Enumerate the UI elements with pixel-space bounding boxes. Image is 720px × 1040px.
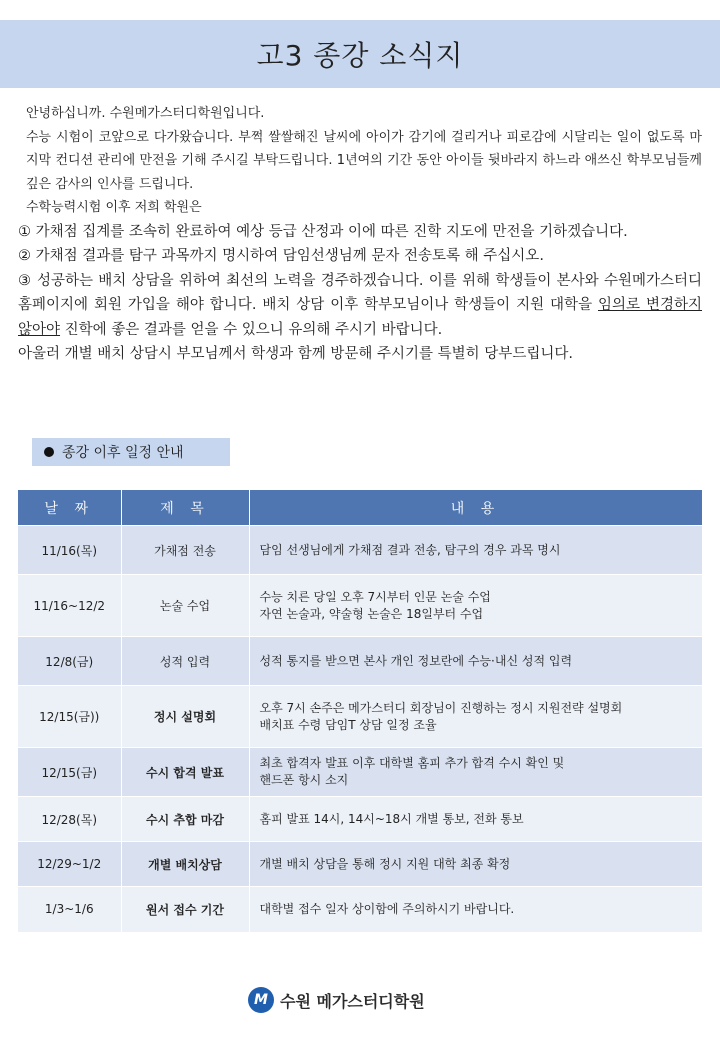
schedule-table (18, 490, 703, 932)
table-row (18, 575, 702, 637)
bullet-icon (44, 447, 54, 457)
table-row (18, 526, 702, 575)
row-content (249, 797, 702, 842)
table-row (18, 797, 702, 842)
table-header-row (18, 490, 702, 526)
title-banner (0, 20, 720, 88)
row-content (249, 686, 702, 748)
row-title: 수시 추합 마감 (121, 797, 249, 842)
row-content-line: 자연 논술과, 약술형 논술은 18일부터 수업 (259, 606, 484, 621)
row-content (249, 526, 702, 575)
header-content: 내 용 (249, 490, 702, 526)
schedule-section-title: 종강 이후 일정 안내 (62, 445, 184, 461)
list-item-3-part-b: 진학에 좋은 결과를 얻을 수 있으니 유의해 주시기 바랍니다. (60, 321, 443, 338)
list-item-3-underline: 임의로 변경하지 않아야 (18, 297, 702, 338)
table-row (18, 748, 702, 797)
row-date: 1/3~1/6 (18, 887, 121, 932)
table-row (18, 637, 702, 686)
row-content-line: 대학별 접수 일자 상이함에 주의하시기 바랍니다. (259, 901, 515, 916)
row-title: 논술 수업 (121, 575, 249, 637)
row-content-line: 수능 치른 당일 오후 7시부터 인문 논술 수업 (259, 589, 491, 604)
row-content-line: 홈피 발표 14시, 14시~18시 개별 통보, 전화 통보 (259, 811, 524, 826)
intro-lead: 수학능력시험 이후 저희 학원은 (26, 200, 202, 215)
row-content (249, 887, 702, 932)
row-title: 개별 배치상담 (121, 842, 249, 887)
row-date: 12/8(금) (18, 637, 121, 686)
row-content-line: 최초 합격자 발표 이후 대학별 홈피 추가 합격 수시 확인 및 (259, 756, 565, 770)
schedule-section-label (32, 438, 230, 466)
row-content (249, 748, 702, 797)
header-date: 날 짜 (18, 490, 121, 526)
row-content-line: 핸드폰 항시 소지 (259, 773, 349, 787)
row-content-line: 오후 7시 손주은 메가스터디 회장님이 진행하는 정시 지원전략 설명회 (259, 700, 623, 715)
greeting: 안녕하십니까. 수원메가스터디학원입니다. (26, 106, 265, 121)
row-date: 12/15(금) (18, 748, 121, 797)
table-row (18, 887, 702, 932)
academy-logo (248, 987, 425, 1013)
header-title: 제 목 (121, 490, 249, 526)
row-title: 가채점 전송 (121, 526, 249, 575)
row-date: 12/29~1/2 (18, 842, 121, 887)
table-row (18, 842, 702, 887)
row-date: 12/28(목) (18, 797, 121, 842)
logo-text: 수원 메가스터디학원 (280, 991, 425, 1011)
row-content-line: 담임 선생님에게 가채점 결과 전송, 탐구의 경우 과목 명시 (259, 542, 561, 557)
row-date: 12/15(금)) (18, 686, 121, 748)
row-date: 11/16~12/2 (18, 575, 121, 637)
row-content (249, 637, 702, 686)
intro-text (18, 102, 702, 367)
row-content-line: 개별 배치 상담을 통해 정시 지원 대학 최종 확정 (259, 856, 511, 871)
row-title: 정시 설명회 (121, 686, 249, 748)
row-title: 수시 합격 발표 (121, 748, 249, 797)
list-item-2: ② 가채점 결과를 탐구 과목까지 명시하여 담임선생님께 문자 전송토록 해 주십시오. (18, 248, 544, 264)
row-title: 원서 접수 기간 (121, 887, 249, 932)
list-item-3 (18, 269, 702, 343)
intro-paragraph: 수능 시험이 코앞으로 다가왔습니다. 부쩍 쌀쌀해진 날씨에 아이가 감기에 걸리거나 피로감에 시달리는 일이 없도록 마지막 컨디션 관리에 만전을 기해 주시길 부탁드립니다. 1년여의 기간 동안 아이들 뒷바라지 하느라 애쓰신 학부모님들께 깊은 감사의 인사를 드립니다. (26, 129, 702, 192)
row-content-line: 배치표 수령 담임T 상담 일정 조율 (259, 717, 437, 732)
row-title: 성적 입력 (121, 637, 249, 686)
list-item-1: ① 가채점 집계를 조속히 완료하여 예상 등급 산정과 이에 따른 진학 지도에 만전을 기하겠습니다. (18, 223, 628, 240)
table-row (18, 686, 702, 748)
row-date: 11/16(목) (18, 526, 121, 575)
closing-note: 아울러 개별 배치 상담시 부모님께서 학생과 함께 방문해 주시기를 특별히 당부드립니다. (18, 346, 573, 362)
list-item-3-part-a: ③ 성공하는 배치 상담을 위하여 최선의 노력을 경주하겠습니다. 이를 위해 학생들이 본사와 수원메가스터디 홈페이지에 회원 가입을 해야 합니다. 배치 상담 이후 학부모님이나 학생들이 지원 대학을 (18, 272, 702, 313)
page-title: 고3 종강 소식지 (256, 39, 464, 72)
row-content (249, 575, 702, 637)
logo-mark-icon: M (248, 987, 274, 1013)
row-content (249, 842, 702, 887)
row-content-line: 성적 통지를 받으면 본사 개인 정보란에 수능·내신 성적 입력 (259, 653, 573, 668)
